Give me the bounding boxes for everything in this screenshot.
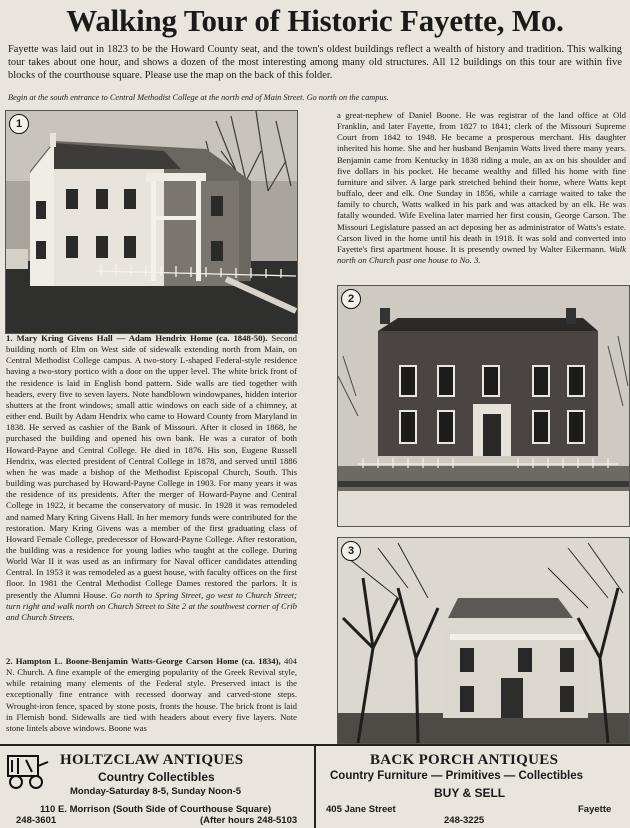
back-porch-city: Fayette — [578, 804, 612, 815]
back-porch-phone: 248-3225 — [444, 815, 485, 826]
entry-2-body: 404 N. Church. A fine example of the emerging popularity of the Greek Revival style, while retaining many elements of the Federal style. Preserved intact is the exceptionally fine entrance with recessed doorway and carved-stone steps. Wrought-iron fence, spaced by stone posts, fronts the house. The brick front is laid in Flemish bond. Sidewalls are tied with headers about every five layers. Note stone lintels above windows. Boone was — [6, 656, 297, 733]
advertisement-strip — [0, 744, 630, 828]
entry-1 — [6, 333, 297, 623]
back-porch-antiques-ad — [316, 746, 630, 828]
boone-home-illustration — [338, 286, 629, 526]
holtzclaw-hours: Monday-Saturday 8-5, Sunday Noon-5 — [70, 786, 242, 797]
holtzclaw-phone: 248-3601 — [16, 815, 57, 826]
site-3-illustration — [338, 538, 629, 743]
holtzclaw-antiques-ad — [0, 746, 316, 828]
entry-2-heading: 2. Hampton L. Boone-Benjamin Watts-George Carson Home (ca. 1834), — [6, 656, 281, 666]
holtzclaw-after-hours: (After hours 248-5103 — [200, 815, 298, 826]
entry-1-body: Second building north of Elm on West side of sidewalk extending north from Main, on Central Methodist College campus. A two-story L-shaped Federal-style residence having a two-story portico with a door on the upper level. The white brick front of the residence is laid in English bond pattern. Side walls are tied together with headers, every five to seven layers. Note handblown windowpanes, hidden interior shutters at the front windows; small attic windows on each side of a chimney, at either end. Built by Adam Hendrix who came to Howard County from Maryland in 1838. He served as cashier of the Bank of Missouri. After it closed in 1868, he purchased the building and opened his own bank. He was a curator of both Howard-Payne and Central College. He died in 1876. His son, Eugene Russell Hendrix, was elected president of Central College in 1878, and served until 1886 when he was made a bishop of the Methodist Episcopal Church, South. This building was purchased by Howard-Payne College in 1903. For many years it was the residence of its presidents. After the merger of Howard-Payne and Central College in 1922, it became the conservatory of music. In 1928 it was remodeled and named Mary Kring Givens Hall. In her memory funds were contributed for the restoration. Mary Kring Givens was a member of the first graduating class of Howard Female College, predecessor of Howard-Payne College. After restoration, the building was a residence for young ladies who taught at the college. During World War II it was used as an infirmary for Naval officer candidates attending Central. In 1953 it was remodeled as a guest house, with faculty offices on the first floor. In 1981 the Central Methodist College Dames restored the parlors. It is presently the Alumni House. — [6, 333, 297, 600]
entry-2-directions: Walk north on Church past one house to No. 3. — [337, 243, 627, 266]
entry-2-continued-body: a great-nephew of Daniel Boone. He was registrar of the land office at Old Franklin, and later Fayette, from 1827 to 1841; clerk of the Missouri Supreme Court from 1842 to 1948. He became a prosperous merchant. His daughter inherited his home. She and her husband Benjamin Watts lived there many years. Benjamin came from Kentucky in 1838 riding a mule, an ax on his shoulder and five dollars in his pocket. He became wealthy and filled his home with fine furniture and silver. A large park stretched behind their home, where Watts kept buffalo, deer and elk. One Sunday in 1856, while a carriage waited to take the family to church, Watts walked in his park and was attacked by an elk. He was fatally wounded. Wife Evelina later married her first cousin, George Carson. The Missouri Legislature passed an act deposing her as administrator of Watts's estate. Carson lived in the home until his death in 1918. It was sold and converted into Fayette's first apartment house. It is presently owned by Walter Eikermann. — [337, 110, 626, 254]
site-number-badge: 1 — [9, 114, 29, 134]
intro-paragraph: Fayette was laid out in 1823 to be the Howard County seat, and the town's oldest buildings reflect a wealth of history and tradition. This walking tour takes about one hour, and shows a dozen of the most interesting among many old structures. All 12 buildings on this tour are within five blocks of the courthouse square. Please use the map on the back of this folder. — [8, 44, 622, 81]
entry-1-heading: 1. Mary Kring Givens Hall — Adam Hendrix Home (ca. 1848-50). — [6, 333, 268, 343]
back-porch-address: 405 Jane Street — [326, 804, 396, 815]
entry-2 — [6, 656, 297, 734]
entry-2-continued — [337, 110, 626, 266]
holtzclaw-tagline: Country Collectibles — [98, 770, 215, 784]
photo-givens-hall — [5, 110, 298, 334]
wagon-logo-icon — [6, 752, 50, 792]
entry-1-directions: Go north to Spring Street, go west to Church Street; turn right and walk north on Church Street to Site 2 at the southwest corner of Crib and Church Streets. — [6, 589, 297, 622]
page-title: Walking Tour of Historic Fayette, Mo. — [66, 3, 564, 38]
back-porch-tagline: Country Furniture — Primitives — Collectibles — [330, 770, 584, 782]
photo-boone-watts-carson-home — [337, 285, 630, 527]
holtzclaw-address: 110 E. Morrison (South Side of Courthouse Square) — [40, 804, 272, 815]
begin-instructions: Begin at the south entrance to Central Methodist College at the north end of Main Street. Go north on the campus. — [8, 93, 389, 102]
back-porch-buy-sell: BUY & SELL — [434, 786, 506, 800]
back-porch-name: BACK PORCH ANTIQUES — [370, 752, 559, 768]
site-number-badge: 3 — [341, 541, 361, 561]
site-number-badge: 2 — [341, 289, 361, 309]
photo-site-3 — [337, 537, 630, 744]
givens-hall-illustration — [6, 111, 297, 333]
holtzclaw-name: HOLTZCLAW ANTIQUES — [60, 752, 244, 768]
